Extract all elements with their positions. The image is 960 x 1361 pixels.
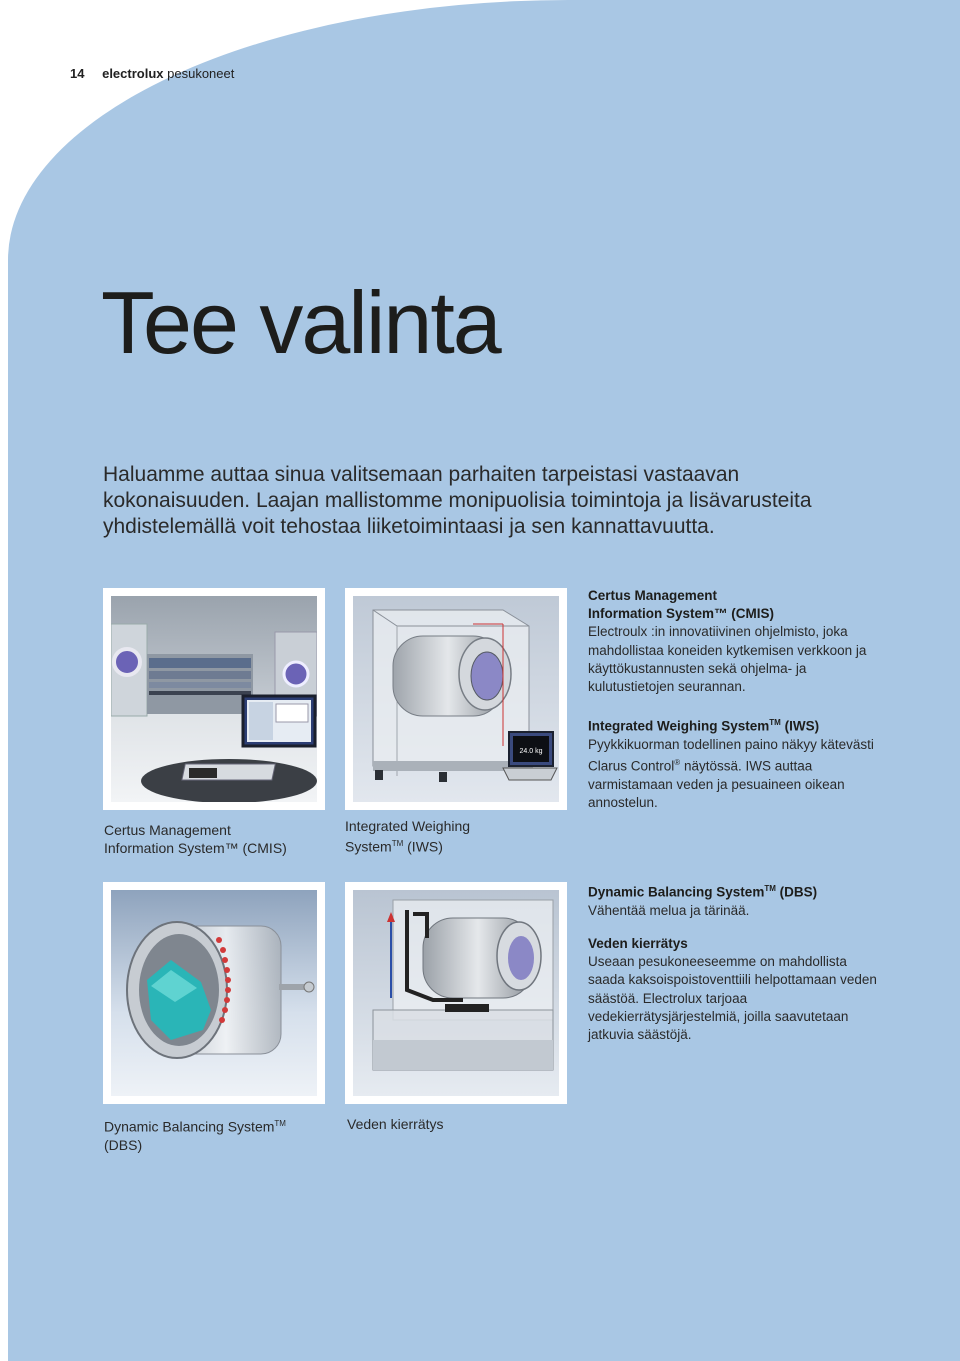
- brand-name: electrolux: [102, 66, 164, 81]
- water-recycling-caption: Veden kierrätys: [347, 1116, 444, 1132]
- page-header: [70, 66, 234, 81]
- cmis-description: [588, 587, 878, 696]
- cmis-caption: Certus Management Information System™ (CMIS): [104, 822, 287, 856]
- iws-body: Pyykkikuorman todellinen paino näkyy kätevästi Clarus Control® näytössä. IWS auttaa varmistamaan veden ja pesuaineen oikean annostelun.: [588, 736, 874, 810]
- cmis-heading: Certus Management Information System™ (CMIS): [588, 588, 775, 622]
- dbs-heading: Dynamic Balancing System™ (DBS): [588, 884, 818, 900]
- dbs-body: Vähentää melua ja tärinää.: [588, 902, 750, 918]
- page-title: Tee valinta: [101, 273, 500, 372]
- cmis-body: Electroulx :in innovatiivinen ohjelmisto, joka mahdollistaa koneiden kytkemisen verkkoon ja käyttökustannusten sekä ohjelma- ja kulutustietojen seurannan.: [588, 624, 867, 695]
- water-recycling-body: Useaan pesukoneeseemme on mahdollista saada kaksoispoistoventtiili helpottamaan veden säästöä. Electrolux tarjoaa vedekierrätysjärjestelmiä, joilla saavutetaan jatkuvia säästöjä.: [588, 954, 877, 1043]
- iws-description: [588, 714, 878, 812]
- water-recycling-image: [345, 882, 567, 1104]
- dbs-description: [588, 880, 878, 920]
- section-name: pesukoneet: [167, 66, 235, 81]
- iws-image: [345, 588, 567, 810]
- weight-display-text: 24.0 kg: [519, 748, 543, 755]
- dbs-image: [103, 882, 325, 1104]
- water-recycling-description: [588, 935, 878, 1044]
- iws-heading: Integrated Weighing System™ (IWS): [588, 718, 820, 734]
- iws-caption: Integrated Weighing System™ (IWS): [345, 818, 471, 855]
- dbs-caption: Dynamic Balancing System™ (DBS): [104, 1118, 286, 1153]
- page-number: 14: [70, 66, 85, 81]
- intro-paragraph: Haluamme auttaa sinua valitsemaan parhaiten tarpeistasi vastaavan kokonaisuuden. Laajan mallistomme monipuolisia toimintoja ja lisävarusteita yhdistelemällä voit tehostaa liiketoimintaasi ja sen kannattavuutta.: [103, 463, 812, 538]
- water-recycling-heading: Veden kierrätys: [588, 936, 688, 951]
- cmis-image: [103, 588, 325, 810]
